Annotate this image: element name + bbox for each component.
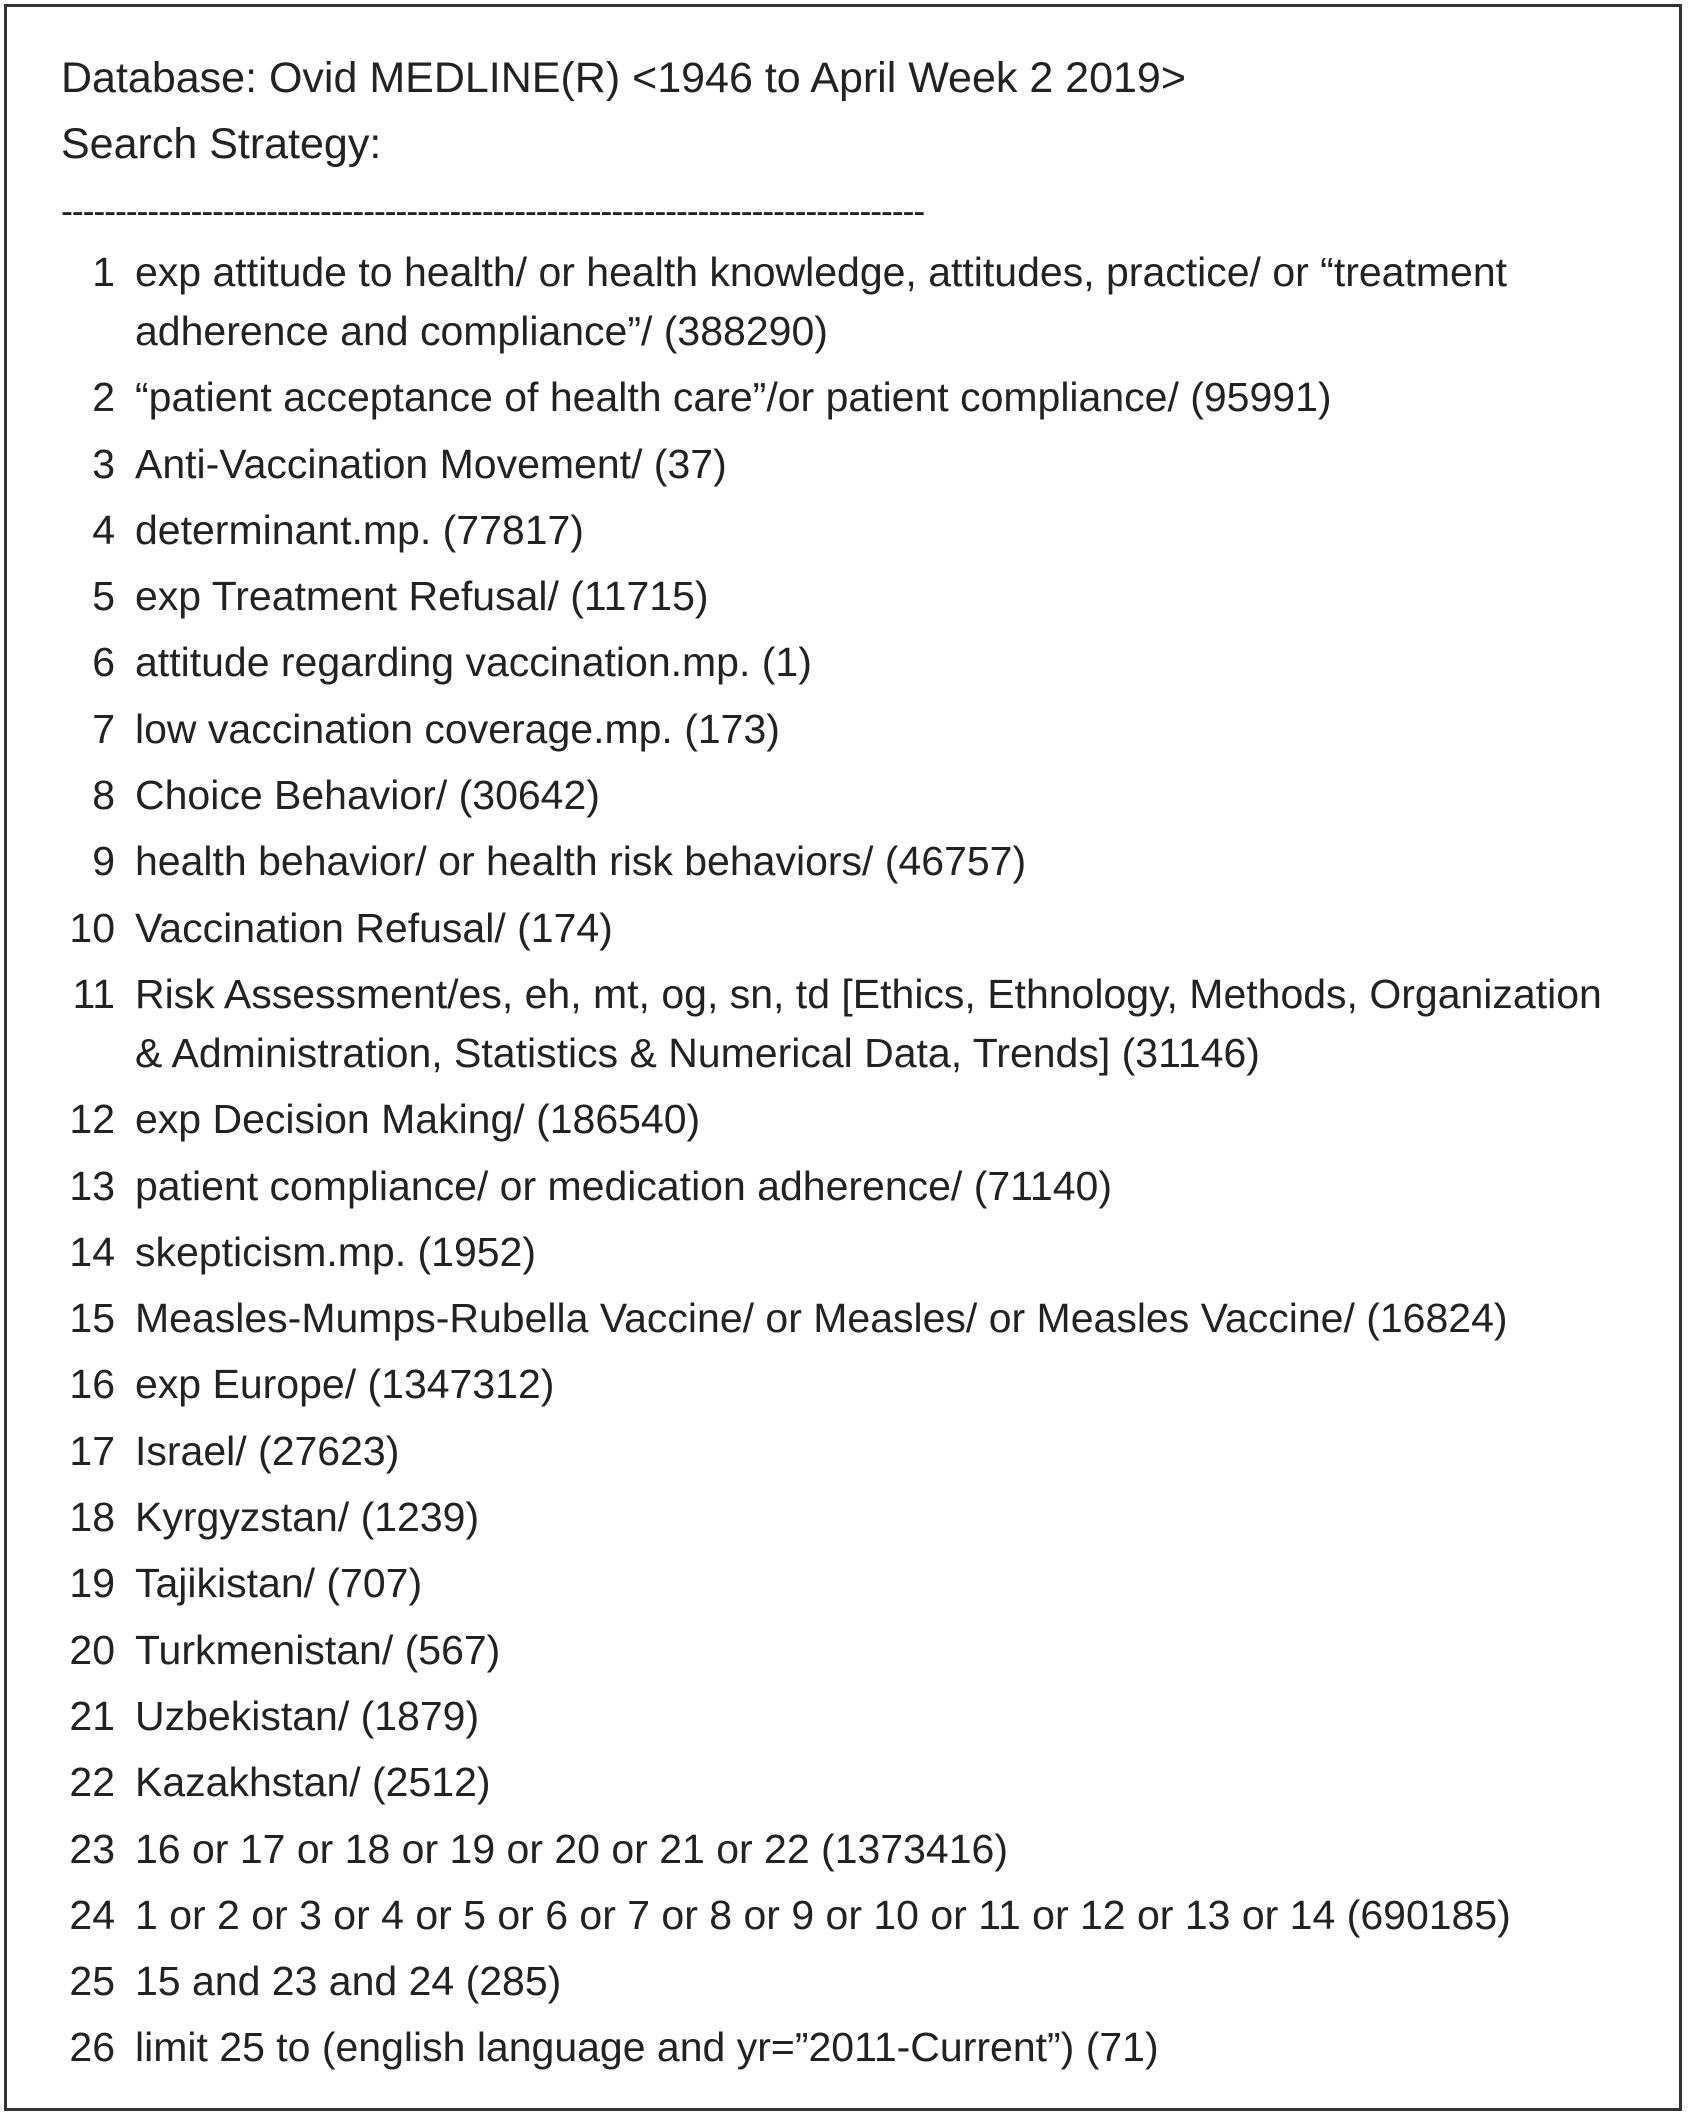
search-step (61, 1422, 1639, 1481)
step-number: 5 (92, 573, 115, 620)
step-query: Kazakhstan/ (2512) (135, 1759, 491, 1806)
search-step (61, 567, 1639, 626)
step-query: Turkmenistan/ (567) (135, 1626, 501, 1673)
step-number: 4 (92, 506, 115, 553)
step-query: Risk Assessment/es, eh, mt, og, sn, td [Ethics, Ethnology, Methods, Organization & Administration, Statistics & Numerical Data, Trends] (31146) (135, 970, 1602, 1076)
search-step (61, 965, 1639, 1083)
search-step (61, 633, 1639, 692)
search-step (61, 1753, 1639, 1812)
step-query: 16 or 17 or 18 or 19 or 20 or 21 or 22 (1373416) (135, 1825, 1008, 1872)
search-step (61, 435, 1639, 494)
search-step (61, 501, 1639, 560)
search-step (61, 1355, 1639, 1414)
step-query: exp Treatment Refusal/ (11715) (135, 573, 709, 620)
step-query: Anti-Vaccination Movement/ (37) (135, 440, 727, 487)
step-number: 23 (69, 1825, 115, 1872)
step-number: 14 (69, 1228, 115, 1275)
step-number: 16 (69, 1361, 115, 1408)
search-step (61, 243, 1639, 361)
step-query: low vaccination coverage.mp. (173) (135, 705, 780, 752)
step-number: 8 (92, 772, 115, 819)
step-query: limit 25 to (english language and yr=”2011-Current”) (71) (135, 2024, 1159, 2071)
step-number: 20 (69, 1626, 115, 1673)
step-number: 6 (92, 639, 115, 686)
step-query: health behavior/ or health risk behaviors/ (46757) (135, 838, 1027, 885)
step-number: 25 (69, 1958, 115, 2005)
step-number: 18 (69, 1494, 115, 1541)
step-number: 1 (92, 249, 115, 295)
search-step (61, 899, 1639, 958)
search-step (61, 832, 1639, 891)
step-number: 11 (72, 970, 115, 1017)
search-step (61, 1157, 1639, 1216)
step-query: Israel/ (27623) (135, 1427, 400, 1474)
step-query: 15 and 23 and 24 (285) (135, 1958, 562, 2005)
step-query: Tajikistan/ (707) (135, 1560, 423, 1607)
step-number: 24 (69, 1891, 115, 1938)
search-step (61, 368, 1639, 427)
step-number: 22 (69, 1759, 115, 1806)
step-number: 13 (69, 1162, 115, 1209)
step-number: 9 (92, 838, 115, 885)
step-query: determinant.mp. (77817) (135, 506, 584, 553)
search-step (61, 766, 1639, 825)
step-number: 19 (69, 1560, 115, 1607)
step-query: Measles-Mumps-Rubella Vaccine/ or Measles/ or Measles Vaccine/ (16824) (135, 1295, 1508, 1342)
search-step (61, 1488, 1639, 1547)
step-number: 7 (92, 705, 115, 752)
search-step (61, 1554, 1639, 1613)
search-step (61, 1820, 1639, 1879)
search-step (61, 1952, 1639, 2011)
step-query: exp Europe/ (1347312) (135, 1361, 555, 1408)
search-step (61, 1223, 1639, 1282)
step-number: 21 (69, 1692, 115, 1739)
search-strategy-box (4, 4, 1682, 2111)
step-number: 12 (69, 1096, 115, 1143)
step-query: Choice Behavior/ (30642) (135, 772, 600, 819)
step-number: 26 (69, 2024, 115, 2071)
step-number: 10 (69, 904, 115, 951)
step-query: 1 or 2 or 3 or 4 or 5 or 6 or 7 or 8 or 9 or 10 or 11 or 12 or 13 or 14 (690185) (135, 1891, 1511, 1938)
step-query: exp attitude to health/ or health knowledge, attitudes, practice/ or “treatment adherence and compliance”/ (388290) (135, 249, 1508, 354)
separator-line: -------------------------------------------------------------------------------- (61, 191, 925, 231)
search-step (61, 1090, 1639, 1149)
step-query: “patient acceptance of health care”/or patient compliance/ (95991) (135, 374, 1332, 421)
search-strategy-content (61, 45, 1639, 2085)
step-number: 3 (92, 440, 115, 487)
step-query: exp Decision Making/ (186540) (135, 1096, 701, 1143)
database-line: Database: Ovid MEDLINE(R) <1946 to April Week 2 2019> (61, 54, 1186, 102)
step-query: Uzbekistan/ (1879) (135, 1692, 480, 1739)
search-step (61, 700, 1639, 759)
search-strategy-label: Search Strategy: (61, 120, 382, 168)
search-steps-list (61, 243, 1639, 2077)
search-step (61, 1289, 1639, 1348)
search-step (61, 1687, 1639, 1746)
step-number: 2 (92, 374, 115, 421)
step-number: 15 (69, 1295, 115, 1342)
search-step (61, 1886, 1639, 1945)
search-step (61, 2018, 1639, 2077)
step-query: patient compliance/ or medication adherence/ (71140) (135, 1162, 1112, 1209)
step-number: 17 (69, 1427, 115, 1474)
step-query: skepticism.mp. (1952) (135, 1228, 537, 1275)
search-step (61, 1621, 1639, 1680)
step-query: Kyrgyzstan/ (1239) (135, 1494, 480, 1541)
step-query: attitude regarding vaccination.mp. (1) (135, 639, 812, 686)
step-query: Vaccination Refusal/ (174) (135, 904, 613, 951)
